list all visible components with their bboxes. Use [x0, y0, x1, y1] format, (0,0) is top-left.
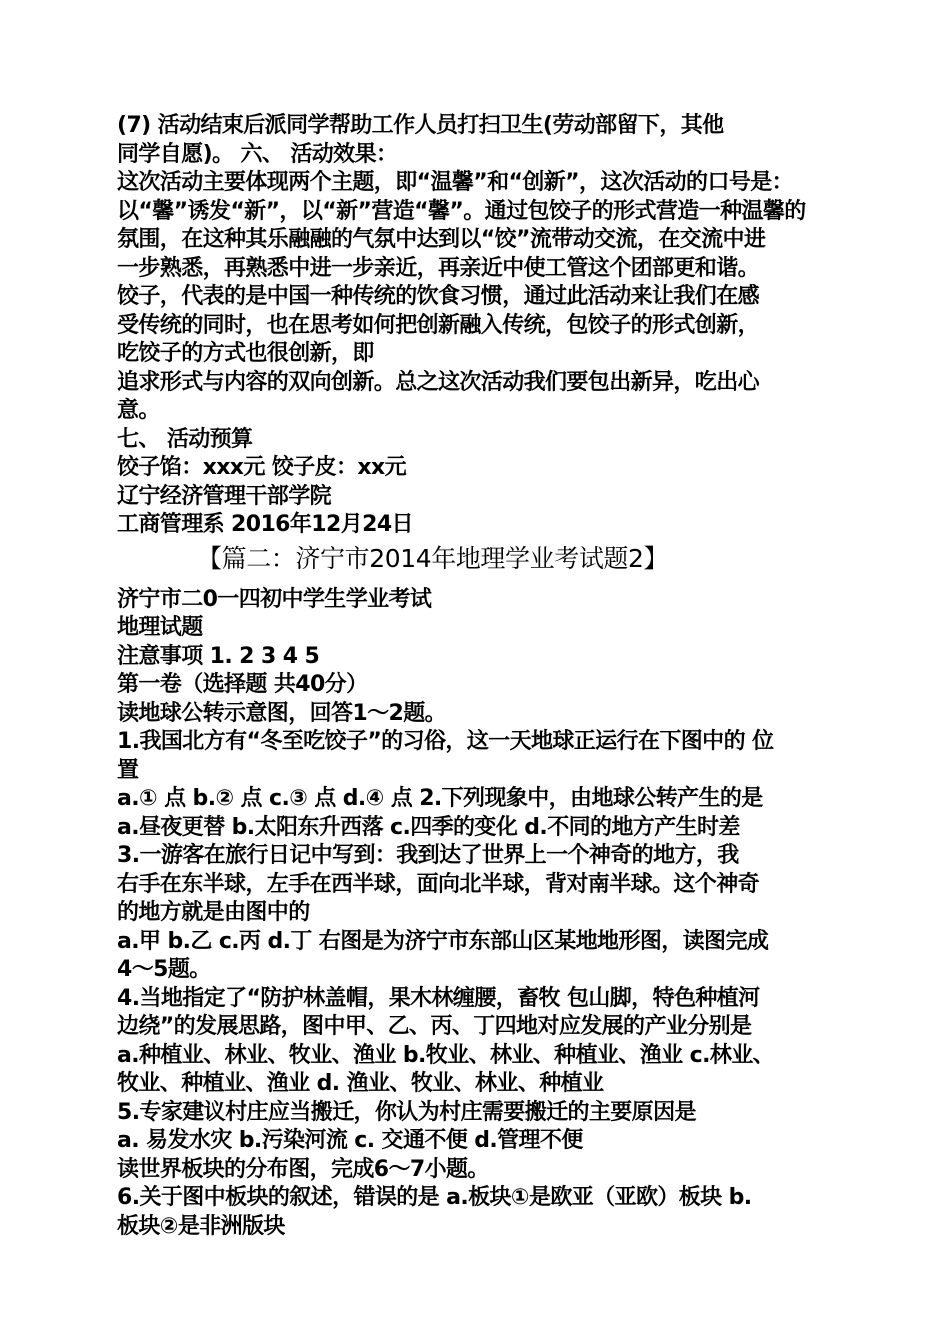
section-geography-exam — [117, 586, 837, 1242]
text-line: 济宁市二0一四初中学生学业考试 — [117, 586, 432, 612]
text-line: a.甲 b.乙 c.丙 d.丁 右图是为济宁市东部山区某地地形图，读图完成 — [117, 928, 769, 954]
text-line: 意。 — [117, 398, 160, 423]
text-line: 4～5题。 — [117, 957, 211, 982]
text-line: 追求形式与内容的双向创新。总之这次活动我们要包出新异，吃出心 — [117, 369, 760, 395]
text-line: 辽宁经济管理干部学院 — [117, 483, 332, 509]
text-line: 一步熟悉，再熟悉中进一步亲近，再亲近中使工管这个团部更和谐。 — [117, 255, 760, 281]
text-line: a.种植业、林业、牧业、渔业 b.牧业、林业、种植业、渔业 c.林业、 — [117, 1042, 775, 1068]
text-line: 地理试题 — [117, 615, 203, 640]
document-page — [117, 112, 837, 1241]
text-line: 6.关于图中板块的叙述，错误的是 a.板块①是欧亚（亚欧）板块 b. — [117, 1185, 752, 1210]
text-line: 4.当地指定了“防护林盖帽，果木林缠腰，畜牧 包山脚，特色种植河 — [117, 985, 760, 1011]
text-line: (7) 活动结束后派同学帮助工作人员打扫卫生(劳动部留下，其他 — [117, 113, 724, 138]
section-activity-plan — [117, 112, 837, 540]
text-line: 氛围，在这种其乐融融的气氛中达到以“饺”流带动交流，在交流中进 — [117, 227, 766, 252]
text-line: 以“馨”诱发“新”，以“新”营造“馨”。通过包饺子的形式营造一种温馨的 — [117, 198, 806, 224]
text-line: 5.专家建议村庄应当搬迁，你认为村庄需要搬迁的主要原因是 — [117, 1099, 696, 1125]
text-line: 受传统的同时，也在思考如何把创新融入传统，包饺子的形式创新， — [117, 312, 760, 338]
text-line: 同学自愿)。 六、 活动效果： — [117, 141, 398, 167]
text-line: 读世界板块的分布图，完成6～7小题。 — [117, 1156, 489, 1182]
text-line: 1.我国北方有“冬至吃饺子”的习俗，这一天地球正运行在下图中的 位 — [117, 729, 774, 754]
text-line: 右手在东半球，左手在西半球，面向北半球，背对南半球。这个神奇 — [117, 871, 760, 897]
text-line: a. 易发水灾 b.污染河流 c. 交通不便 d.管理不便 — [117, 1128, 583, 1153]
text-line: 读地球公转示意图，回答1～2题。 — [117, 700, 447, 726]
text-line: a.昼夜更替 b.太阳东升西落 c.四季的变化 d.不同的地方产生时差 — [117, 814, 740, 840]
text-line: 注意事项 1. 2 3 4 5 — [117, 643, 320, 669]
text-line: 第一卷（选择题 共40分） — [117, 672, 368, 697]
text-line: 饺子，代表的是中国一种传统的饮食习惯，通过此活动来让我们在感 — [117, 284, 760, 309]
section-heading: 【篇二：济宁市2014年地理学业考试题2】 — [197, 543, 669, 573]
text-line: 的地方就是由图中的 — [117, 900, 310, 925]
text-line: a.① 点 b.② 点 c.③ 点 d.④ 点 2.下列现象中，由地球公转产生的是 — [117, 786, 763, 811]
text-line: 这次活动主要体现两个主题，即“温馨”和“创新”，这次活动的口号是： — [117, 170, 794, 195]
text-line: 工商管理系 2016年12月24日 — [117, 512, 413, 537]
text-line: 饺子馅：xxx元 饺子皮：xx元 — [117, 455, 407, 480]
text-line: 牧业、种植业、渔业 d. 渔业、牧业、林业、种植业 — [117, 1071, 604, 1096]
text-line: 吃饺子的方式也很创新，即 — [117, 341, 374, 366]
text-line: 七、 活动预算 — [117, 426, 253, 452]
text-line: 置 — [117, 757, 139, 783]
text-line: 边绕”的发展思路，图中甲、乙、丙、丁四地对应发展的产业分别是 — [117, 1014, 752, 1039]
text-line: 3.一游客在旅行日记中写到：我到达了世界上一个神奇的地方，我 — [117, 843, 739, 868]
text-line: 板块②是非洲版块 — [117, 1213, 285, 1239]
